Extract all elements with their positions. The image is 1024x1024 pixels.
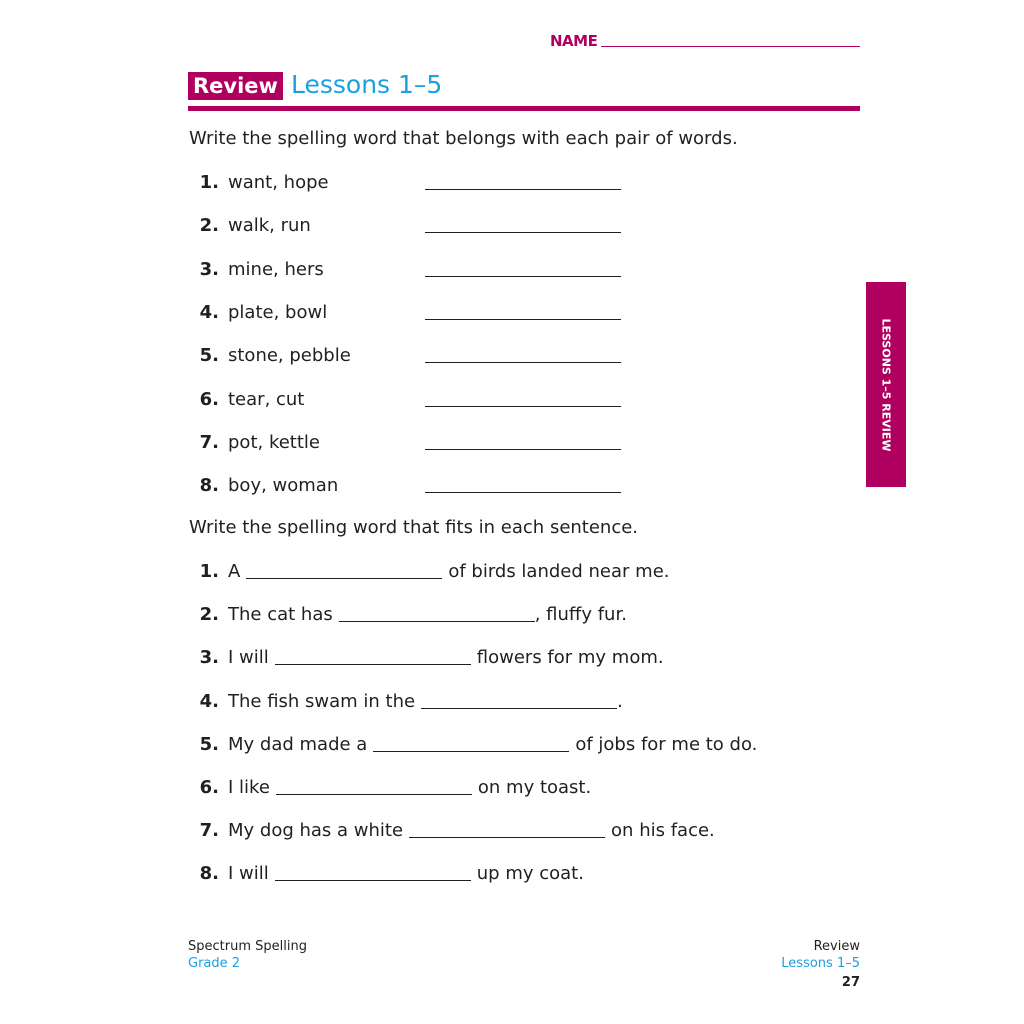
- item-number: 8.: [199, 475, 219, 497]
- sentence-end: up my coat.: [476, 863, 584, 885]
- pair-item: [189, 214, 621, 238]
- pair-item: [189, 344, 621, 368]
- answer-blank[interactable]: [409, 819, 605, 838]
- side-tab: [866, 282, 906, 487]
- word-pair: want, hope: [228, 172, 329, 193]
- item-number: 5.: [199, 345, 219, 367]
- pair-item: [189, 474, 621, 498]
- sentence-item: [189, 776, 591, 800]
- item-number: 7.: [199, 820, 219, 842]
- sentence-start: A: [228, 561, 241, 582]
- sentence-start: The cat has: [228, 604, 333, 626]
- pair-item: [189, 301, 621, 325]
- item-number: 2.: [199, 215, 219, 237]
- answer-blank[interactable]: [425, 388, 621, 407]
- part1-instruction: Write the spelling word that belongs with each pair of words.: [189, 128, 738, 149]
- sentence-item: [189, 603, 627, 627]
- word-pair: walk, run: [228, 215, 311, 237]
- footer-grade: Grade 2: [188, 956, 241, 971]
- answer-blank[interactable]: [425, 474, 621, 493]
- sentence-end: on his face.: [611, 820, 715, 842]
- item-number: 4.: [199, 690, 219, 712]
- item-number: 3.: [199, 258, 219, 280]
- item-number: 2.: [199, 604, 219, 626]
- word-pair: mine, hers: [228, 258, 324, 280]
- side-tab-label: LESSONS 1–5 REVIEW: [879, 317, 893, 452]
- answer-blank[interactable]: [425, 214, 621, 233]
- item-number: 1.: [199, 561, 219, 582]
- answer-blank[interactable]: [339, 603, 535, 622]
- title-divider: [188, 106, 860, 111]
- sentence-start: The fish swam in the: [228, 690, 416, 712]
- pair-item: [189, 171, 621, 195]
- answer-blank[interactable]: [421, 690, 617, 709]
- sentence-item: [189, 560, 670, 584]
- sentence-start: I like: [228, 777, 270, 798]
- answer-blank[interactable]: [373, 733, 569, 752]
- sentence-item: [189, 819, 715, 843]
- item-number: 5.: [199, 733, 219, 755]
- answer-blank[interactable]: [275, 646, 471, 665]
- item-number: 6.: [199, 388, 219, 410]
- sentence-end: of jobs for me to do.: [575, 733, 758, 755]
- word-pair: stone, pebble: [228, 345, 351, 367]
- sentence-item: [189, 690, 623, 714]
- sentence-end: , fluffy fur.: [534, 604, 627, 626]
- answer-blank[interactable]: [275, 862, 471, 881]
- answer-blank[interactable]: [425, 431, 621, 450]
- review-badge: Review: [188, 72, 283, 100]
- answer-blank[interactable]: [425, 301, 621, 320]
- footer-book: Spectrum Spelling: [188, 939, 307, 954]
- word-pair: pot, kettle: [228, 431, 320, 453]
- item-number: 7.: [199, 431, 219, 453]
- answer-blank[interactable]: [276, 776, 472, 795]
- sentence-end: of birds landed near me.: [448, 561, 670, 582]
- sentence-end: .: [617, 690, 623, 712]
- word-pair: plate, bowl: [228, 301, 328, 323]
- answer-blank[interactable]: [246, 560, 442, 579]
- name-field[interactable]: [601, 46, 860, 47]
- sentence-start: My dad made a: [228, 733, 368, 755]
- sentence-end: on my toast.: [477, 777, 592, 798]
- answer-blank[interactable]: [425, 344, 621, 363]
- item-number: 4.: [199, 301, 219, 323]
- footer-section: Review: [813, 939, 860, 954]
- sentence-start: I will: [228, 647, 269, 669]
- item-number: 1.: [199, 172, 219, 193]
- item-number: 3.: [199, 647, 219, 669]
- name-label: NAME: [550, 32, 598, 50]
- word-pair: tear, cut: [228, 388, 305, 410]
- sentence-end: flowers for my mom.: [476, 647, 664, 669]
- sentence-start: My dog has a white: [228, 820, 404, 842]
- page-title: Lessons 1–5: [291, 70, 443, 99]
- pair-item: [189, 388, 621, 412]
- word-pair: boy, woman: [228, 475, 339, 497]
- pair-item: [189, 258, 621, 282]
- part2-instruction: Write the spelling word that fits in each sentence.: [189, 517, 639, 538]
- item-number: 6.: [199, 777, 219, 798]
- sentence-item: [189, 862, 584, 886]
- item-number: 8.: [199, 863, 219, 885]
- answer-blank[interactable]: [425, 258, 621, 277]
- sentence-item: [189, 646, 664, 670]
- sentence-item: [189, 733, 757, 757]
- page-number: 27: [841, 975, 860, 990]
- answer-blank[interactable]: [425, 171, 621, 190]
- pair-item: [189, 431, 621, 455]
- footer-lessons: Lessons 1–5: [781, 956, 860, 971]
- sentence-start: I will: [228, 863, 269, 885]
